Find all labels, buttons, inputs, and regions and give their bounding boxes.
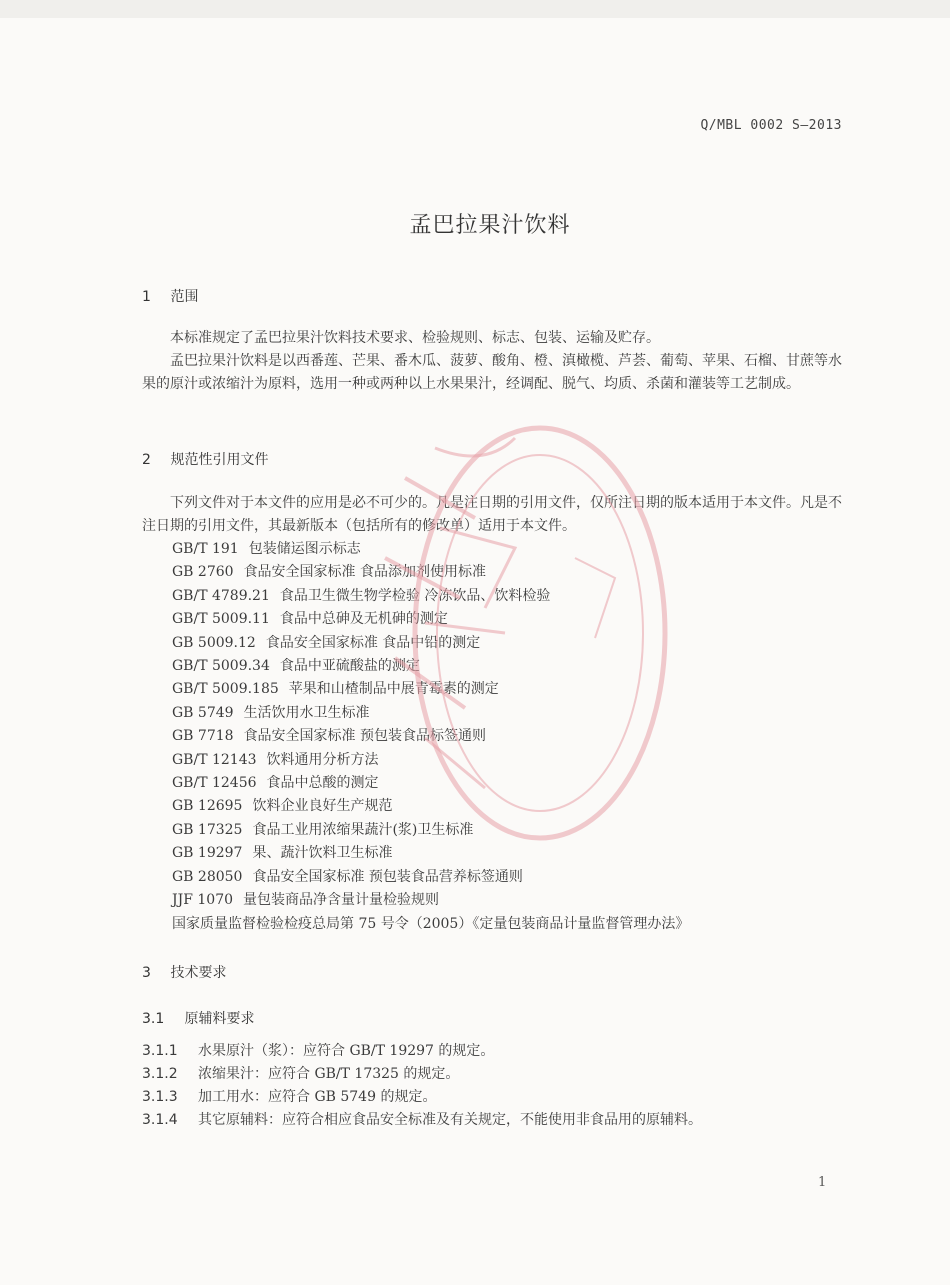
subsection-3-1-heading	[142, 1008, 254, 1028]
section-title: 范围	[170, 289, 199, 305]
reference-item	[172, 725, 812, 748]
section-3-heading	[142, 962, 226, 982]
reference-code: GB/T 191	[172, 541, 239, 557]
reference-code: GB/T 5009.34	[172, 658, 270, 675]
clause-list	[142, 1040, 862, 1132]
section-1-heading	[142, 286, 198, 306]
reference-item	[172, 608, 812, 631]
paragraph: 本标准规定了孟巴拉果汁饮料技术要求、检验规则、标志、包装、运输及贮存。	[170, 330, 660, 346]
reference-code: GB 7718	[172, 728, 234, 745]
reference-item	[172, 772, 812, 795]
reference-code: GB/T 5009.185	[172, 681, 279, 698]
reference-title: 果、蔬汁饮料卫生标准	[252, 845, 393, 862]
reference-list	[172, 538, 812, 936]
reference-title: 食品工业用浓缩果蔬汁(浆)卫生标准	[252, 821, 474, 838]
clause-number: 3.1.1	[142, 1043, 178, 1059]
subsection-title: 原辅料要求	[184, 1011, 255, 1027]
reference-item	[172, 678, 812, 701]
reference-code: JJF 1070	[172, 892, 234, 909]
reference-item	[172, 538, 812, 561]
reference-code: GB/T 12456	[172, 775, 257, 792]
reference-item	[172, 632, 812, 655]
reference-item	[172, 749, 812, 772]
reference-code: GB/T 12143	[172, 751, 257, 768]
reference-title: 食品中总酸的测定	[266, 775, 379, 792]
reference-code: GB/T 5009.11	[172, 611, 270, 628]
reference-title: 食品中亚硫酸盐的测定	[279, 658, 420, 675]
clause-number: 3.1.3	[142, 1089, 178, 1105]
section-title: 技术要求	[170, 965, 227, 981]
reference-code: GB 5009.12	[172, 634, 256, 651]
reference-item	[172, 795, 812, 818]
reference-code: GB 28050	[172, 868, 243, 885]
section-number: 1	[142, 289, 151, 305]
section-2-intro	[142, 492, 842, 538]
reference-item	[172, 702, 812, 725]
reference-code: GB 5749	[172, 704, 234, 721]
section-2-heading	[142, 449, 268, 469]
reference-item	[172, 913, 812, 936]
reference-title: 饮料通用分析方法	[266, 751, 379, 768]
clause-text: 其它原辅料：应符合相应食品安全标准及有关规定，不能使用非食品用的原辅料。	[198, 1112, 702, 1128]
reference-title: 食品中总砷及无机砷的测定	[279, 611, 448, 628]
reference-title: 国家质量监督检验检疫总局第 75 号令（2005）《定量包装商品计量监督管理办法》	[172, 915, 690, 932]
reference-item	[172, 889, 812, 912]
clause-text: 浓缩果汁：应符合 GB/T 17325 的规定。	[198, 1066, 460, 1082]
section-number: 3	[142, 965, 151, 981]
reference-title: 食品卫生微生物学检验 冷冻饮品、饮料检验	[279, 587, 551, 604]
page-top-edge	[0, 0, 950, 18]
clause-item	[142, 1086, 862, 1109]
reference-code: GB 2760	[172, 564, 234, 581]
reference-item	[172, 585, 812, 608]
reference-item	[172, 866, 812, 889]
reference-item	[172, 561, 812, 584]
reference-title: 食品安全国家标准 食品中铅的测定	[265, 634, 481, 651]
section-number: 2	[142, 452, 151, 468]
reference-title: 饮料企业良好生产规范	[252, 798, 393, 815]
section-title: 规范性引用文件	[170, 452, 269, 468]
clause-text: 加工用水：应符合 GB 5749 的规定。	[198, 1089, 437, 1105]
reference-title: 食品安全国家标准 预包装食品营养标签通则	[252, 868, 523, 885]
document-code: Q/MBL 0002 S—2013	[700, 118, 842, 133]
reference-item	[172, 842, 812, 865]
clause-item	[142, 1109, 862, 1132]
clause-item	[142, 1063, 862, 1086]
reference-title: 食品安全国家标准 预包装食品标签通则	[243, 728, 487, 745]
reference-title: 苹果和山楂制品中展青霉素的测定	[288, 681, 499, 698]
paragraph: 孟巴拉果汁饮料是以西番莲、芒果、番木瓜、菠萝、酸角、橙、滇橄榄、芦荟、葡萄、苹果、石榴、甘蔗等水果的原汁或浓缩汁为原料，选用一种或两种以上水果果汁，经调配、脱气、均质、杀菌和灌装等工艺制成。	[142, 353, 842, 392]
reference-code: GB 12695	[172, 798, 243, 815]
reference-code: GB 19297	[172, 845, 243, 862]
clause-number: 3.1.4	[142, 1112, 178, 1128]
reference-title: 生活饮用水卫生标准	[243, 704, 370, 721]
section-1-body	[142, 327, 842, 396]
reference-item	[172, 655, 812, 678]
paragraph: 下列文件对于本文件的应用是必不可少的。凡是注日期的引用文件，仅所注日期的版本适用于本文件。凡是不注日期的引用文件，其最新版本（包括所有的修改单）适用于本文件。	[142, 495, 842, 534]
clause-item	[142, 1040, 862, 1063]
clause-text: 水果原汁（浆）：应符合 GB/T 19297 的规定。	[198, 1043, 495, 1059]
page-number: 1	[818, 1175, 827, 1190]
reference-item	[172, 819, 812, 842]
reference-code: GB 17325	[172, 821, 243, 838]
reference-title: 量包装商品净含量计量检验规则	[243, 892, 440, 909]
reference-title: 包装储运图示标志	[248, 541, 361, 557]
reference-title: 食品安全国家标准 食品添加剂使用标准	[243, 564, 487, 581]
document-title: 孟巴拉果汁饮料	[409, 213, 571, 238]
reference-code: GB/T 4789.21	[172, 587, 270, 604]
subsection-number: 3.1	[142, 1011, 165, 1027]
clause-number: 3.1.2	[142, 1066, 178, 1082]
